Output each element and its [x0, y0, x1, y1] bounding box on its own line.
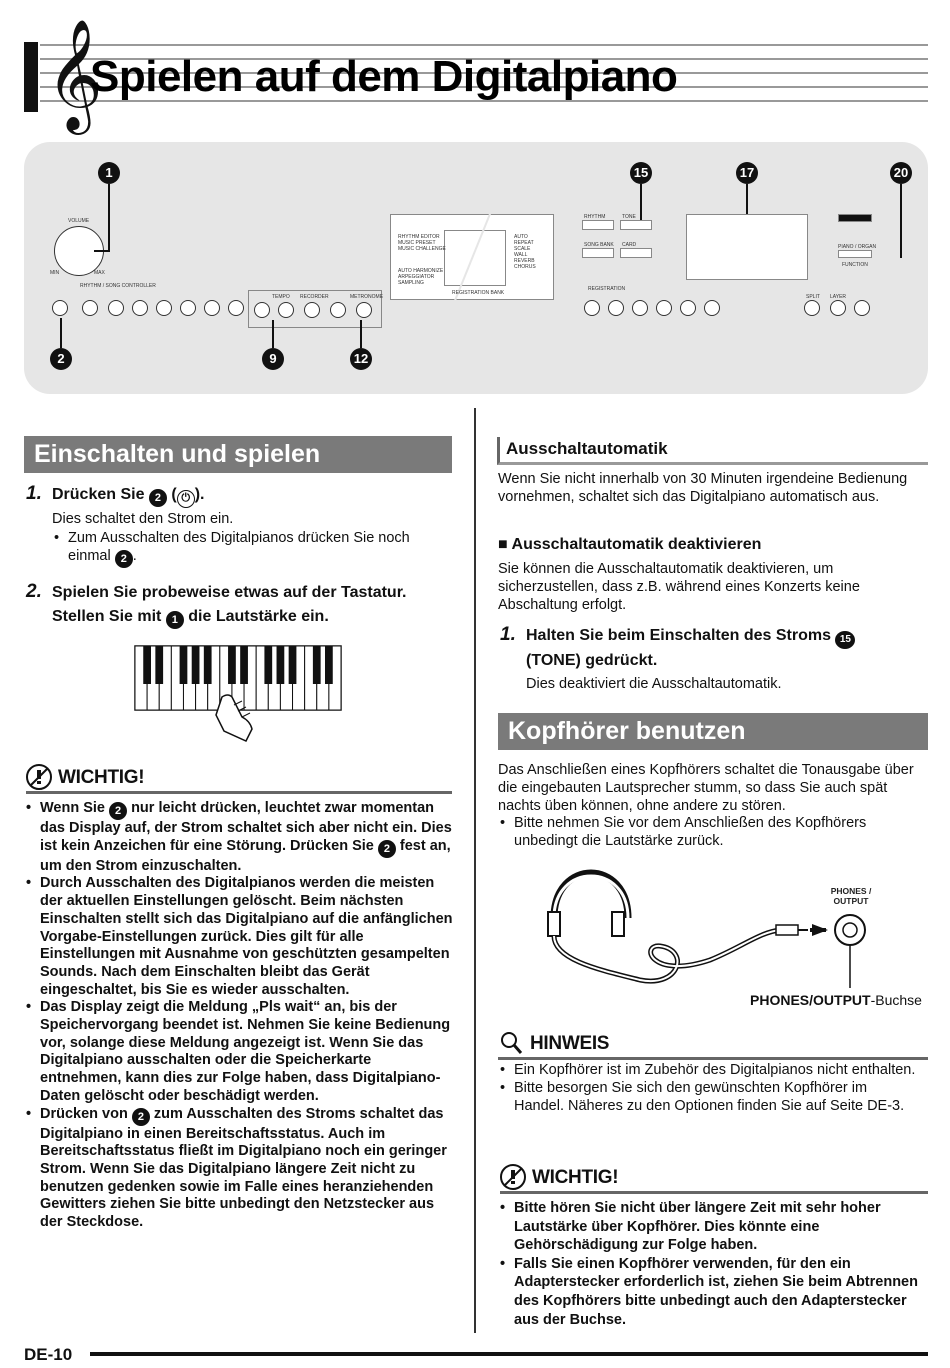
list-item: • Bitte besorgen Sie sich den gewünschten Kopfhörer im Handel. Näheres zu den Optionen finden Sie auf Seite DE-3. [498, 1079, 918, 1115]
step-1-instruction: Drücken Sie 2 ( ⏻ ). [52, 483, 205, 508]
black-key [264, 646, 272, 684]
section-title-power-on: Einschalten und spielen [24, 436, 452, 473]
important-list-right [498, 1199, 918, 1329]
auto-off-subheading: ■ Ausschaltautomatik deaktivieren [498, 536, 762, 553]
headphones-illustration [540, 860, 880, 990]
jack-label: PHONES / OUTPUT [830, 886, 872, 906]
left-earcup [548, 912, 560, 936]
page-number: DE-10 [24, 1345, 73, 1364]
callout-1: 1 [98, 162, 120, 184]
callout-12: 12 [350, 348, 372, 370]
black-key [204, 646, 212, 684]
callout-2: 2 [50, 348, 72, 370]
jack-caption: PHONES/OUTPUT-Buchse [750, 992, 922, 1008]
warning-icon [500, 1164, 526, 1190]
callout-17: 17 [736, 162, 758, 184]
important-notice-header: WICHTIG! [26, 764, 452, 794]
list-item: • Zum Ausschalten des Digitalpianos drücken Sie noch einmal 2 . [52, 529, 452, 568]
auto-off-step-instruction: Halten Sie beim Einschalten des Stroms 15 (TONE) gedrückt. [526, 624, 926, 673]
section-title-headphones: Kopfhörer benutzen [498, 713, 928, 750]
numeric-keypad [686, 214, 808, 280]
step-1-bullets [52, 529, 452, 568]
list-item: • Durch Ausschalten des Digitalpianos werden die meisten der aktuellen Einstellungen gelöscht. Beim nächsten Einschalten stellt sich das Digitalpiano auf die anfänglichen Vorgabe-Einstellungen zurück. Dies gilt für alle Einstellungen mit Ausnahme von geschützten gesampelten Sounds. Nach dem Einschalten bleibt das Gerät eingeschaltet, bis Sie es wieder ausschalten. [24, 875, 454, 999]
step-2-instruction: Spielen Sie probeweise etwas auf der Tastatur. Stellen Sie mit 1 die Lautstärke ein. [52, 581, 462, 629]
keyboard-illustration [134, 645, 344, 745]
list-item: • Wenn Sie 2 nur leicht drücken, leuchtet zwar momentan das Display auf, der Strom schaltet sich aber nicht ein. Dies ist kein Anzeichen für eine Störung. Drücken Sie 2 fest an, um den Strom einzuschalten. [24, 800, 454, 875]
list-item: • Bitte hören Sie nicht über längere Zeit mit sehr hoher Lautstärke über Kopfhörer. Dies könnte eine Gehörschädigung zur Folge haben. [498, 1199, 918, 1255]
hint-header: HINWEIS [498, 1030, 928, 1060]
list-item: • Das Display zeigt die Meldung „Pls wait“ an, bis der Speichervorgang beendet ist. Nehmen Sie keine Bedienung vor, solange diese Meldung angezeigt ist. Wenn Sie das Digitalpiano ausschalten oder die Speicherkarte entnehmen, kann dies zur Folge haben, dass Digitalpiano-Daten gelöscht oder beschädigt werden. [24, 999, 454, 1105]
black-key [180, 646, 188, 684]
power-button [52, 300, 68, 316]
hint-list [498, 1061, 918, 1115]
list-item: • Ein Kopfhörer ist im Zubehör des Digitalpianos nicht enthalten. [498, 1061, 918, 1079]
auto-off-title: Ausschaltautomatik [506, 439, 668, 458]
callout-9: 9 [262, 348, 284, 370]
page-title: Spielen auf dem Digitalpiano [90, 52, 678, 101]
page-header [24, 18, 928, 130]
button-2-badge: 2 [149, 489, 167, 507]
warning-icon [26, 764, 52, 790]
right-earcup [612, 912, 624, 936]
important-list-left [24, 800, 454, 1232]
magnifier-icon [498, 1030, 524, 1056]
list-item: • Bitte nehmen Sie vor dem Anschließen des Kopfhörers unbedingt die Lautstärke zurück. [498, 814, 918, 850]
black-key [325, 646, 333, 684]
black-key [240, 646, 248, 684]
black-key [228, 646, 236, 684]
callout-20: 20 [890, 162, 912, 184]
power-icon: ⏻ [177, 490, 195, 508]
header-bar [24, 42, 38, 112]
black-key [155, 646, 163, 684]
black-key [277, 646, 285, 684]
column-divider [474, 408, 476, 1333]
treble-clef-icon: 𝄞 [46, 18, 103, 130]
black-key [143, 646, 151, 684]
step-1-number: 1. [26, 483, 42, 504]
plug [776, 925, 798, 935]
important-notice-header-right: WICHTIG! [500, 1164, 928, 1194]
black-key [313, 646, 321, 684]
list-item: • Drücken von 2 zum Ausschalten des Stroms schaltet das Digitalpiano in einen Bereitschaftsstatus. Auch im Bereitschaftsstatus fließt im Digitalpiano noch ein geringer Strom. Wenn Sie das Digitalpiano längere Zeit nicht zu benutzen gedenken sowie im Falle eines heranziehenden Gewitters ziehen Sie bitte unbedingt den Netzstecker aus der Steckdose. [24, 1106, 454, 1232]
list-item: • Falls Sie einen Kopfhörer verwenden, für den ein Adapterstecker erforderlich ist, ziehen Sie beim Abtrennen des Kopfhörers bitte unbedingt auch den Adapterstecker aus der Buchse. [498, 1255, 918, 1329]
black-key [192, 646, 200, 684]
callout-15: 15 [630, 162, 652, 184]
footer-rule [90, 1352, 928, 1356]
black-key [289, 646, 297, 684]
auto-off-header [497, 437, 928, 465]
step-2-number: 2. [26, 581, 42, 602]
control-panel-diagram: VOLUME MIN MAX 1 RHYTHM / SONG CONTROLLER 2 TEMPO RECORDER METRONOME 9 12 RHYTHM EDITOR MUSIC PRESET MUSIC CHALLENGE AUTO HARMONIZE ARPEGGIATOR SAMPLING AUTO REPEAT SCALE WALL REVERB CHORUS REGISTRATION BANK RHYTHM TONE SONG BANK CARD 15 17 REGISTRATION PIANO / ORGAN FUNCTION SPLIT LAYER 20 [24, 142, 928, 394]
